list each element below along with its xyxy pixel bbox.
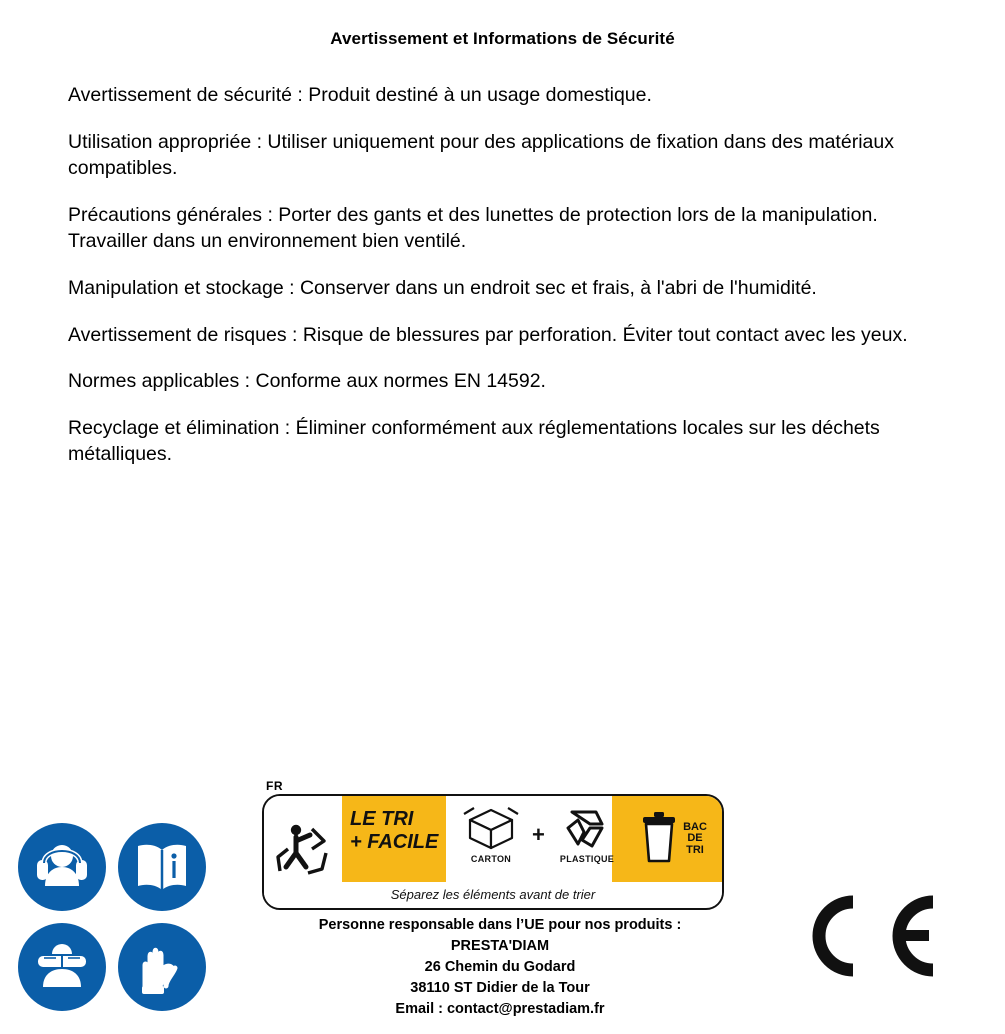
- recycling-headline-line2: + FACILE: [350, 831, 439, 853]
- gloves-icon: [118, 923, 206, 1011]
- paragraph-general-precautions: Précautions générales : Porter des gants et des lunettes de protection lors de la manipulation. Travailler dans un environnement bien ventilé.: [68, 203, 878, 252]
- paragraph-risk-warning: Avertissement de risques : Risque de blessures par perforation. Éviter tout contact avec les yeux.: [68, 323, 908, 346]
- recycling-footer-text: Séparez les éléments avant de trier: [264, 882, 722, 906]
- paragraph-handling-storage: Manipulation et stockage : Conserver dans un endroit sec et frais, à l'abri de l'humidité.: [68, 276, 817, 299]
- mandatory-pictogram-group: [18, 823, 214, 1019]
- page-title: Avertissement et Informations de Sécurité: [330, 29, 675, 48]
- paragraph-proper-use: Utilisation appropriée : Utiliser uniquement pour des applications de fixation dans des matériaux compatibles.: [68, 130, 894, 179]
- responsible-person-heading-prefix: Personne responsable dans l’: [318, 916, 525, 933]
- paragraph-standards: Normes applicables : Conforme aux normes EN 14592.: [68, 370, 546, 393]
- bin-caption: [683, 822, 707, 857]
- ear-protection-icon: [18, 823, 106, 911]
- plastique-item: [550, 802, 624, 882]
- recycling-headline: [350, 808, 446, 854]
- bin-item: [624, 796, 722, 882]
- responsible-person-email: Email : contact@prestadiam.fr: [395, 1000, 605, 1017]
- responsible-person-city: 38110 ST Didier de la Tour: [410, 979, 590, 996]
- bin-caption-line1: BAC: [683, 820, 707, 833]
- eye-protection-icon: [18, 923, 106, 1011]
- responsible-person-block: [240, 915, 760, 1020]
- bin-caption-line2: DE: [687, 832, 703, 845]
- paragraph-safety-warning: Avertissement de sécurité : Produit destiné à un usage domestique.: [68, 84, 652, 106]
- carton-caption: CARTON: [470, 854, 512, 864]
- bin-caption-line3: TRI: [686, 843, 704, 856]
- footer-area: [0, 714, 1005, 1034]
- plastique-caption: PLASTIQUE: [559, 854, 615, 864]
- responsible-person-heading: [240, 915, 760, 936]
- safety-text-block: [68, 83, 941, 468]
- responsible-person-heading-eu: UE: [524, 916, 545, 933]
- ce-mark-icon: [793, 890, 943, 982]
- responsible-person-company: PRESTA'DIAM: [450, 937, 550, 954]
- responsible-person-heading-suffix: pour nos produits :: [544, 916, 682, 933]
- read-instructions-icon: [118, 823, 206, 911]
- responsible-person-street: 26 Chemin du Godard: [424, 958, 576, 975]
- recycling-label-locale: FR: [266, 779, 283, 793]
- recycling-label-box: [262, 794, 724, 910]
- plus-separator: +: [532, 822, 545, 847]
- recycling-headline-line1: LE TRI: [350, 808, 414, 830]
- recycling-label: [262, 779, 722, 909]
- paragraph-recycling-disposal: Recyclage et élimination : Éliminer conformément aux réglementations locales sur les déchets métalliques.: [68, 417, 880, 466]
- carton-item: [454, 802, 528, 882]
